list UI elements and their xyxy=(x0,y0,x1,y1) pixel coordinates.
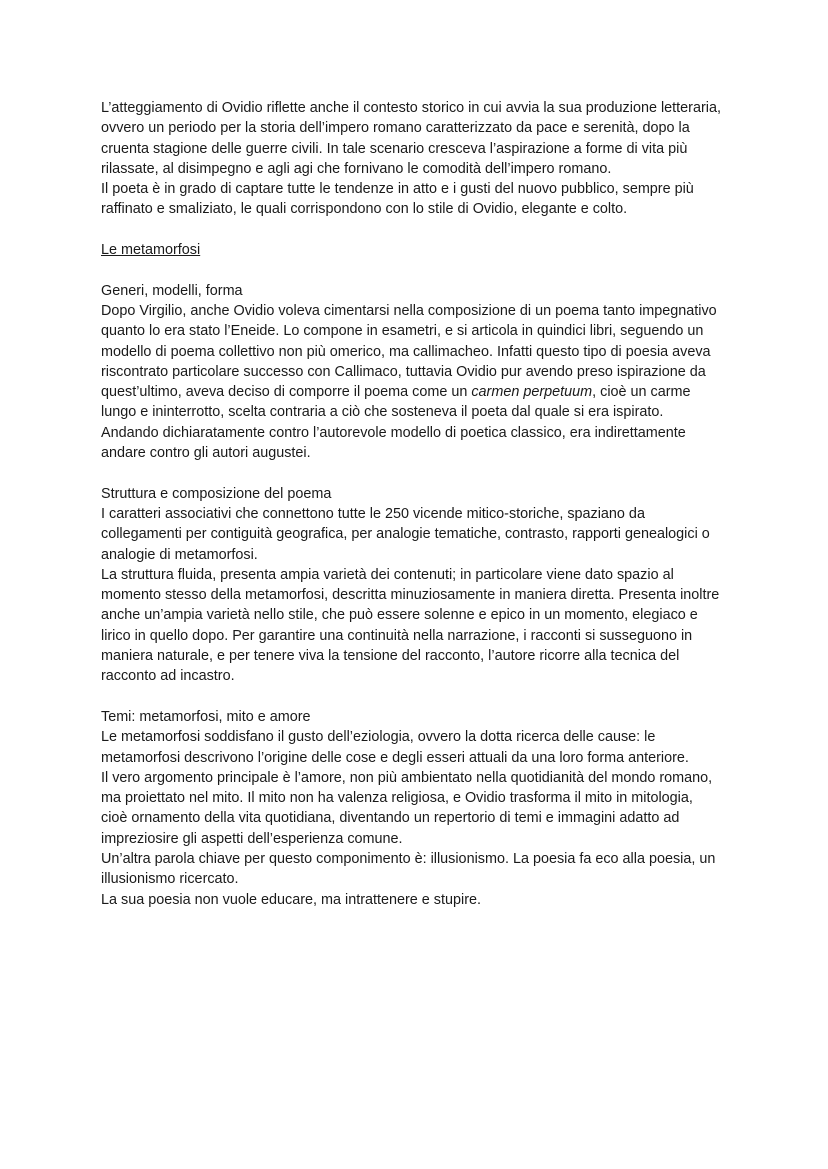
text-line: Il vero argomento principale è l’amore, non più ambientato nella quotidianità del mondo romano, xyxy=(101,769,713,786)
text-line: ovvero un periodo per la storia dell’impero romano caratterizzato da pace e serenità, dopo la xyxy=(101,120,690,137)
text-line: La sua poesia non vuole educare, ma intrattenere e stupire. xyxy=(101,891,481,908)
spacer xyxy=(101,687,761,707)
text-line: cruenta stagione delle guerre civili. In tale scenario cresceva l’aspirazione a forme di vita più xyxy=(101,140,688,157)
text-line: racconto ad incastro. xyxy=(101,668,235,685)
text-line: andare contro gli autori augustei. xyxy=(101,445,311,462)
text-line: maniera naturale, e per tenere viva la tensione del racconto, l’autore ricorre alla tecnica del xyxy=(101,648,680,665)
text-segment: , cioè un carme xyxy=(592,384,691,401)
text-line: Andando dichiaratamente contro l’autorevole modello di poetica classico, era indirettamente xyxy=(101,424,686,441)
text-line: momento stesso della metamorfosi, descritta minuziosamente in maniera diretta. Presenta inoltre xyxy=(101,587,720,604)
text-line: Un’altra parola chiave per questo componimento è: illusionismo. La poesia fa eco alla poesia, un xyxy=(101,850,716,867)
text-line: impreziosire gli aspetti dell’esperienza comune. xyxy=(101,830,403,847)
text-line: cioè ornamento della vita quotidiana, diventando un repertorio di temi e immagini adatto ad xyxy=(101,810,680,827)
subsection-heading: Generi, modelli, forma xyxy=(101,282,243,299)
text-segment: quest’ultimo, aveva deciso di comporre il poema come un xyxy=(101,384,472,401)
text-line: riscontrato particolare successo con Callimaco, tuttavia Ovidio pur avendo preso ispirazione da xyxy=(101,363,706,380)
spacer xyxy=(101,463,761,483)
text-line: metamorfosi descrivono l’origine delle cose e degli esseri attuali da una loro forma anteriore. xyxy=(101,749,689,766)
text-line: analogie di metamorfosi. xyxy=(101,546,258,563)
text-line: lungo e ininterrotto, scelta contraria a ciò che sosteneva il poeta dal quale si era ispirato. xyxy=(101,404,664,421)
text-line: modello di poema collettivo non più omerico, ma callimacheo. Infatti questo tipo di poesia aveva xyxy=(101,343,711,360)
text-line: quanto lo era stato l’Eneide. Lo compone in esametri, e si articola in quindici libri, seguendo un xyxy=(101,323,704,340)
text-line: L’atteggiamento di Ovidio riflette anche il contesto storico in cui avvia la sua produzione letteraria, xyxy=(101,100,721,116)
text-line: Dopo Virgilio, anche Ovidio voleva cimentarsi nella composizione di un poema tanto impegnativo xyxy=(101,302,717,319)
section-title xyxy=(101,240,761,260)
subsection-temi xyxy=(101,707,761,910)
text-line: ma proiettato nel mito. Il mito non ha valenza religiosa, e Ovidio trasforma il mito in mitologia, xyxy=(101,790,693,807)
text-line: rilassate, al disimpegno e agli agi che fornivano le comodità dell’impero romano. xyxy=(101,160,612,177)
italic-term: carmen perpetuum xyxy=(471,384,593,401)
subsection-heading: Temi: metamorfosi, mito e amore xyxy=(101,708,311,725)
text-line: Il poeta è in grado di captare tutte le tendenze in atto e i gusti del nuovo pubblico, sempre più xyxy=(101,181,694,198)
text-line-with-italic xyxy=(101,382,761,402)
text-line: Le metamorfosi soddisfano il gusto dell’eziologia, ovvero la dotta ricerca delle cause: le xyxy=(101,729,656,746)
document-page xyxy=(101,98,761,910)
subsection-generi xyxy=(101,281,761,464)
subsection-struttura xyxy=(101,484,761,687)
text-line: collegamenti per contiguità geografica, per analogie tematiche, contrasto, rapporti genealogici o xyxy=(101,526,710,543)
text-line: La struttura fluida, presenta ampia varietà dei contenuti; in particolare viene dato spazio al xyxy=(101,566,674,583)
text-line: raffinato e smaliziato, le quali corrispondono con lo stile di Ovidio, elegante e colto. xyxy=(101,201,628,218)
text-line: illusionismo ricercato. xyxy=(101,871,239,888)
section-title-text: Le metamorfosi xyxy=(101,242,201,259)
spacer xyxy=(101,260,761,280)
spacer xyxy=(101,220,761,240)
text-line: anche un’ampia varietà nello stile, che può essere solenne e epico in un momento, elegiaco e xyxy=(101,607,698,624)
intro-paragraph-1 xyxy=(101,98,761,179)
intro-paragraph-2 xyxy=(101,179,761,220)
text-line: lirico in quello dopo. Per garantire una continuità nella narrazione, i racconti si susseguono in xyxy=(101,627,693,644)
subsection-heading: Struttura e composizione del poema xyxy=(101,485,332,502)
text-line: I caratteri associativi che connettono tutte le 250 vicende mitico-storiche, spaziano da xyxy=(101,505,645,522)
